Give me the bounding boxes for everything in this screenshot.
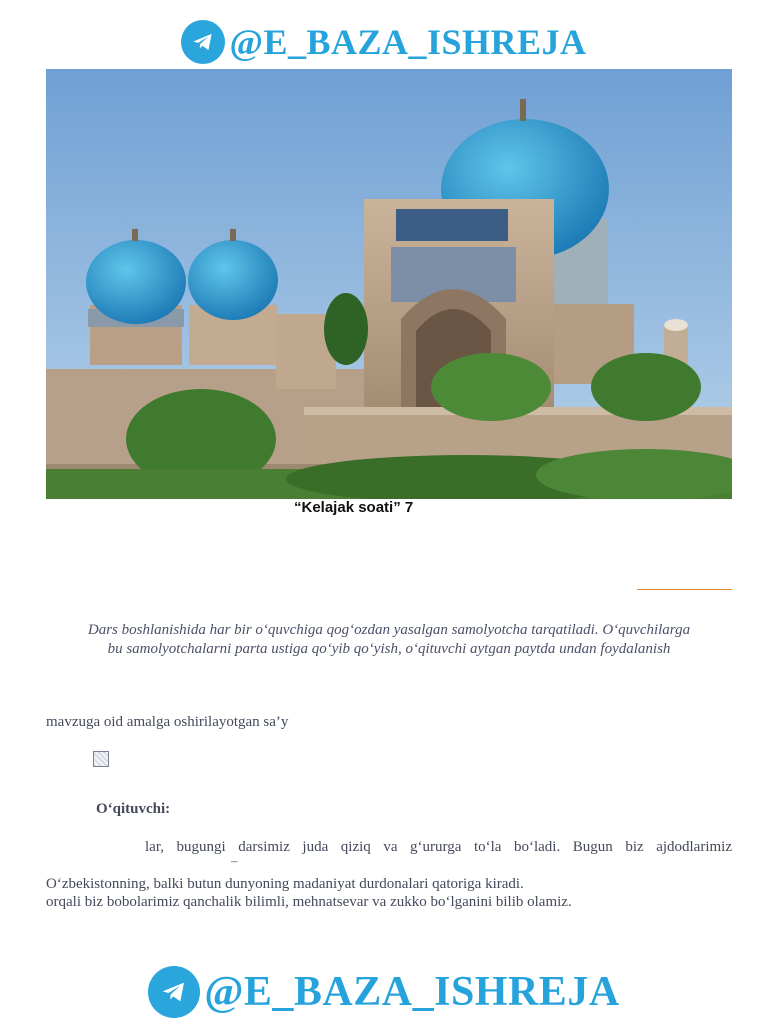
dash-mark: – <box>231 853 238 868</box>
intro-line: Dars boshlanishida har bir o‘quvchiga qog‘ozdan yasalgan samolyotcha tarqatiladi. O‘quvchilarga <box>87 622 691 638</box>
paragraph-line: lar, bugungi darsimiz juda qiziq va g‘ururga to‘la bo‘ladi. Bugun biz ajdodlarimiz <box>145 839 732 855</box>
mausoleum-photo <box>46 69 732 499</box>
paragraph-line: O‘zbekistonning, balki butun dunyoning madaniyat durdonalari qatoriga kiradi. <box>46 876 524 892</box>
header-brand[interactable] <box>0 18 768 66</box>
brand-handle: @E_BAZA_ISHREJA <box>204 969 620 1015</box>
teacher-label: O‘qituvchi: <box>96 801 171 817</box>
paragraph-line: orqali biz bobolarimiz qanchalik bilimli, mehnatsevar va zukko bo‘lganini bilib olamiz. <box>46 894 572 910</box>
checkbox[interactable] <box>93 751 109 767</box>
photo-caption: “Kelajak soati” 7 <box>294 499 414 516</box>
telegram-icon <box>148 966 200 1018</box>
intro-paragraph <box>46 621 732 659</box>
accent-rule <box>637 589 732 590</box>
intro-line: bu samolyotchalarni parta ustiga qo‘yib qo‘yish, o‘qituvchi aytgan paytda undan foydalanish <box>107 641 671 657</box>
telegram-icon <box>181 20 225 64</box>
topic-line: mavzuga oid amalga oshirilayotgan sa’y <box>46 714 289 730</box>
brand-handle: @E_BAZA_ISHREJA <box>229 22 587 62</box>
footer-brand[interactable] <box>0 962 768 1022</box>
